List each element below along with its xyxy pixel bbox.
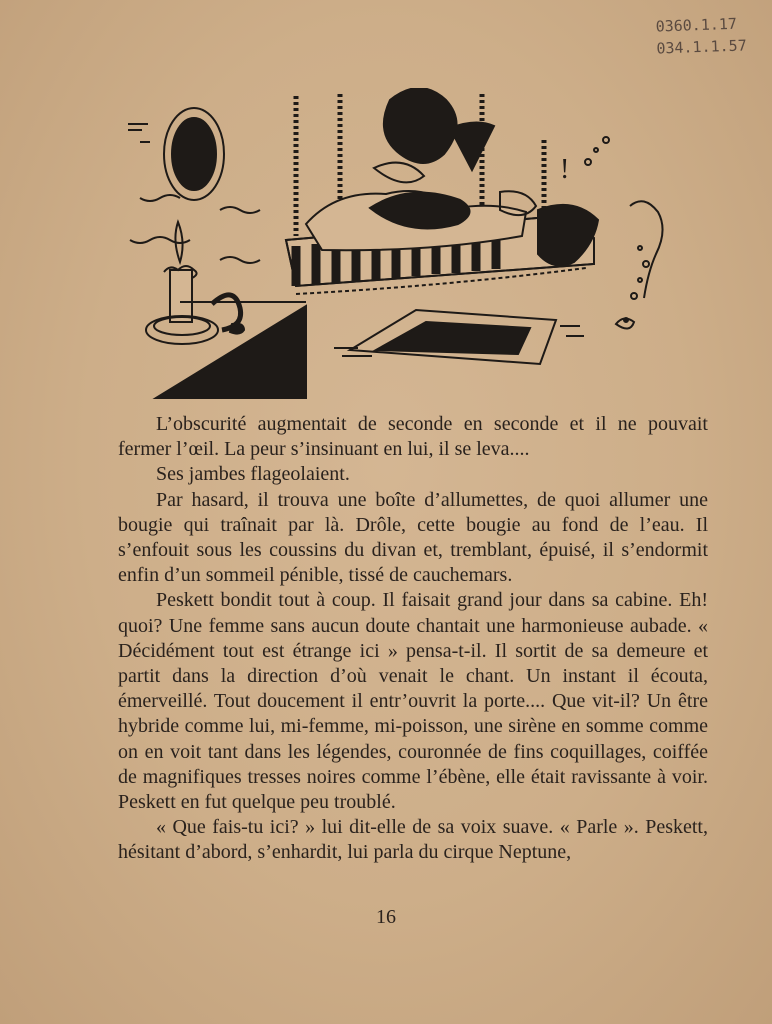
paragraph: Par hasard, il trouva une boîte d’allumettes, de quoi allumer une bougie qui traînait par là. Drôle, cette bougie au fond de l’eau. Il s’enfouit sous les coussins du divan et, tremblant, épuisé, il s’endormit enfin d’un sommeil pénible, tissé de cauchemars. [118,488,708,587]
paragraph: L’obscurité augmentait de seconde en seconde et il ne pouvait fermer l’œil. La peur s’insinuant en lui, il se leva.... [118,413,708,461]
archive-reference-line-2: 034.1.1.57 [655,36,747,58]
paragraph: « Que fais-tu ici? » lui dit-elle de sa voix suave. « Parle ». Peskett, hésitant d’abord, s’enhardit, lui parla du cirque Neptune, [118,816,708,864]
archive-reference-note [655,12,747,59]
archive-reference-line-1: 0360.1.17 [655,14,737,36]
underwater-bedroom-illustration [120,88,680,400]
paragraph: Peskett bondit tout à coup. Il faisait grand jour dans sa cabine. Eh! quoi? Une femme sans aucun doute chantait une harmonieuse aubade. « Décidément tout est étrange ici » pensa-t-il. Il sortit de sa demeure et partit dans la direction d’où venait le chant. Un instant il écouta, émerveillé. Tout doucement il entr’ouvrit la porte.... Que vit-il? Un être hybride comme lui, mi-femme, mi-poisson, une sirène en somme comme on en voit tant dans les légendes, couronnée de fins coquillages, coiffée de magnifiques tresses noires comme l’ébène, elle était ravissante à voir. Peskett en fut quelque peu troublé. [118,589,708,814]
svg-text:!: ! [560,154,570,185]
rug-icon [334,310,584,364]
porthole-icon [128,108,224,200]
candle-icon [146,222,244,344]
story-text [118,412,708,866]
paragraph: Ses jambes flageolaient. [156,463,350,486]
page-number: 16 [376,906,396,928]
